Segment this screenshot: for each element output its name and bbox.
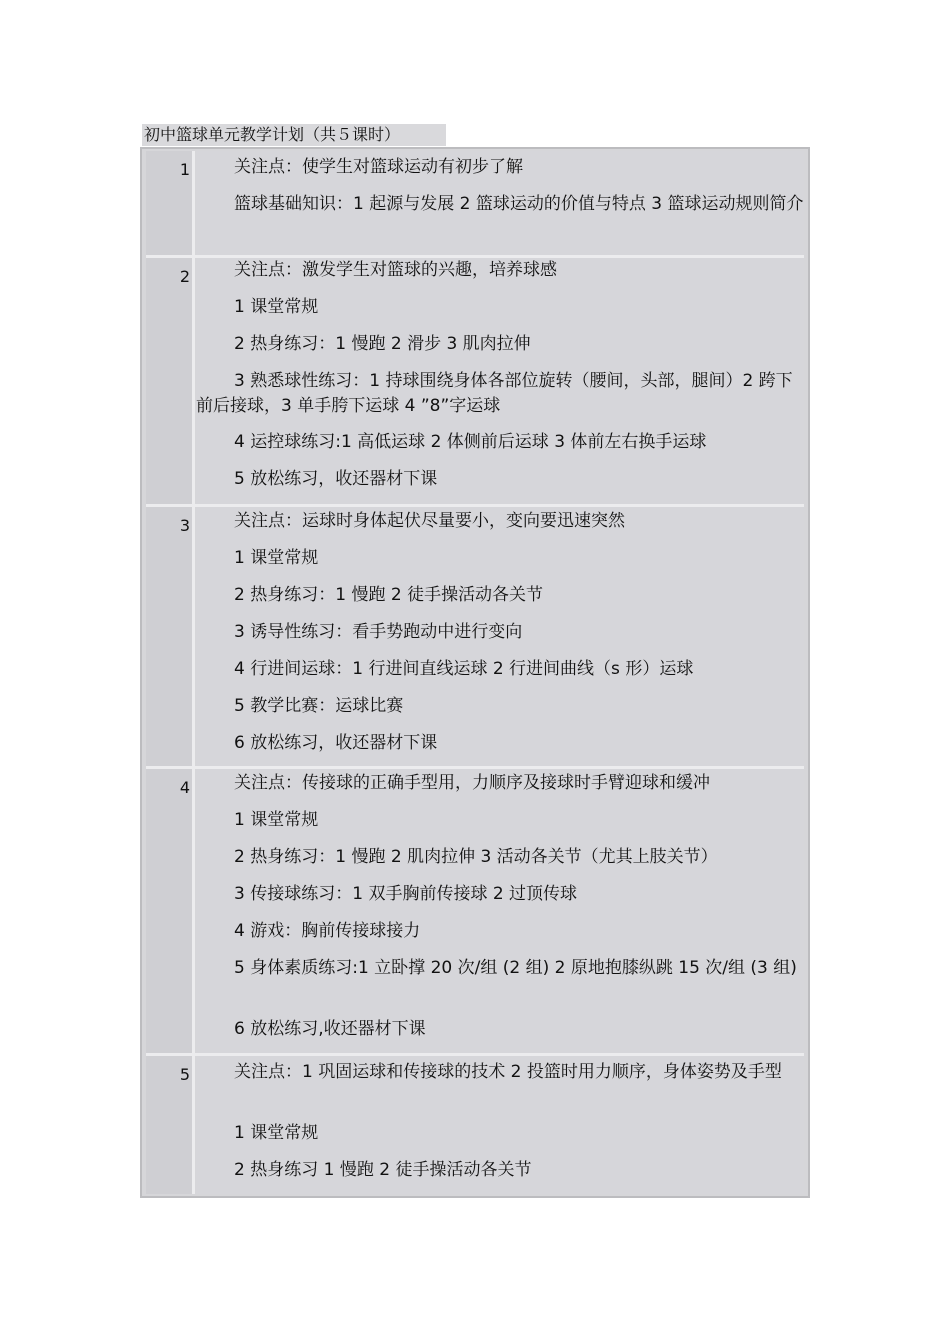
lesson-row <box>146 258 804 504</box>
lesson-line: 2 热身练习 1 慢跑 2 徒手操活动各关节 <box>234 1160 532 1180</box>
lesson-content-cell <box>196 507 804 766</box>
lesson-number-cell <box>146 507 195 766</box>
lesson-line: 4 运控球练习:1 高低运球 2 体侧前后运球 3 体前左右换手运球 <box>234 432 707 452</box>
lesson-line: 5 身体素质练习:1 立卧撑 20 次/组 (2 组) 2 原地抱膝纵跳 15 次/组 (3 组) <box>234 958 797 978</box>
lesson-line: 4 游戏：胸前传接球接力 <box>234 921 421 941</box>
lesson-number-cell <box>146 258 195 504</box>
lesson-line: 2 热身练习：1 慢跑 2 滑步 3 肌肉拉伸 <box>234 334 531 354</box>
lesson-row <box>146 1056 804 1194</box>
lesson-row <box>146 151 804 255</box>
lesson-line: 5 放松练习，收还器材下课 <box>234 469 438 489</box>
lesson-line: 关注点：传接球的正确手型用，力顺序及接球时手臂迎球和缓冲 <box>234 773 710 793</box>
lesson-content-cell <box>196 151 804 255</box>
lesson-line: 1 课堂常规 <box>234 810 319 830</box>
lesson-row <box>146 769 804 1053</box>
lesson-number: 5 <box>179 1065 190 1084</box>
lesson-number: 3 <box>179 516 190 535</box>
lesson-line: 1 课堂常规 <box>234 297 319 317</box>
lesson-line: 4 行进间运球：1 行进间直线运球 2 行进间曲线（s 形）运球 <box>234 659 694 679</box>
document-title: 初中篮球单元教学计划（共５课时） <box>142 124 446 146</box>
lesson-line: 6 放松练习，收还器材下课 <box>234 733 438 753</box>
lesson-plan-table <box>140 147 810 1198</box>
lesson-content-cell <box>196 258 804 504</box>
lesson-line: 关注点：运球时身体起伏尽量要小，变向要迅速突然 <box>234 511 625 531</box>
lesson-number-cell <box>146 769 195 1053</box>
lesson-line: 3 诱导性练习：看手势跑动中进行变向 <box>234 622 523 642</box>
lesson-line: 篮球基础知识：1 起源与发展 2 篮球运动的价值与特点 3 篮球运动规则简介 <box>234 194 804 214</box>
lesson-line: 6 放松练习,收还器材下课 <box>234 1019 426 1039</box>
lesson-line: 关注点：1 巩固运球和传接球的技术 2 投篮时用力顺序，身体姿势及手型 <box>234 1062 782 1082</box>
lesson-line: 1 课堂常规 <box>234 548 319 568</box>
lesson-row <box>146 507 804 766</box>
lesson-number: 4 <box>179 778 190 797</box>
lesson-number-cell <box>146 151 195 255</box>
lesson-number-cell <box>146 1056 195 1194</box>
lesson-line: 3 熟悉球性练习：1 持球围绕身体各部位旋转（腰间，头部，腿间）2 跨下前后接球，3 单手胯下运球 4 ”8”字运球 <box>196 371 793 416</box>
lesson-line: 1 课堂常规 <box>234 1123 319 1143</box>
lesson-line: 3 传接球练习：1 双手胸前传接球 2 过顶传球 <box>234 884 578 904</box>
lesson-number: 1 <box>179 160 190 179</box>
lesson-content-cell <box>196 769 804 1053</box>
lesson-line: 5 教学比赛：运球比赛 <box>234 696 404 716</box>
lesson-line: 2 热身练习：1 慢跑 2 肌肉拉伸 3 活动各关节（尤其上肢关节） <box>234 847 718 867</box>
lesson-content-cell <box>196 1056 804 1194</box>
lesson-line: 关注点：激发学生对篮球的兴趣，培养球感 <box>234 260 557 280</box>
lesson-line: 关注点：使学生对篮球运动有初步了解 <box>234 157 523 177</box>
lesson-line: 2 热身练习：1 慢跑 2 徒手操活动各关节 <box>234 585 544 605</box>
lesson-number: 2 <box>179 267 190 286</box>
